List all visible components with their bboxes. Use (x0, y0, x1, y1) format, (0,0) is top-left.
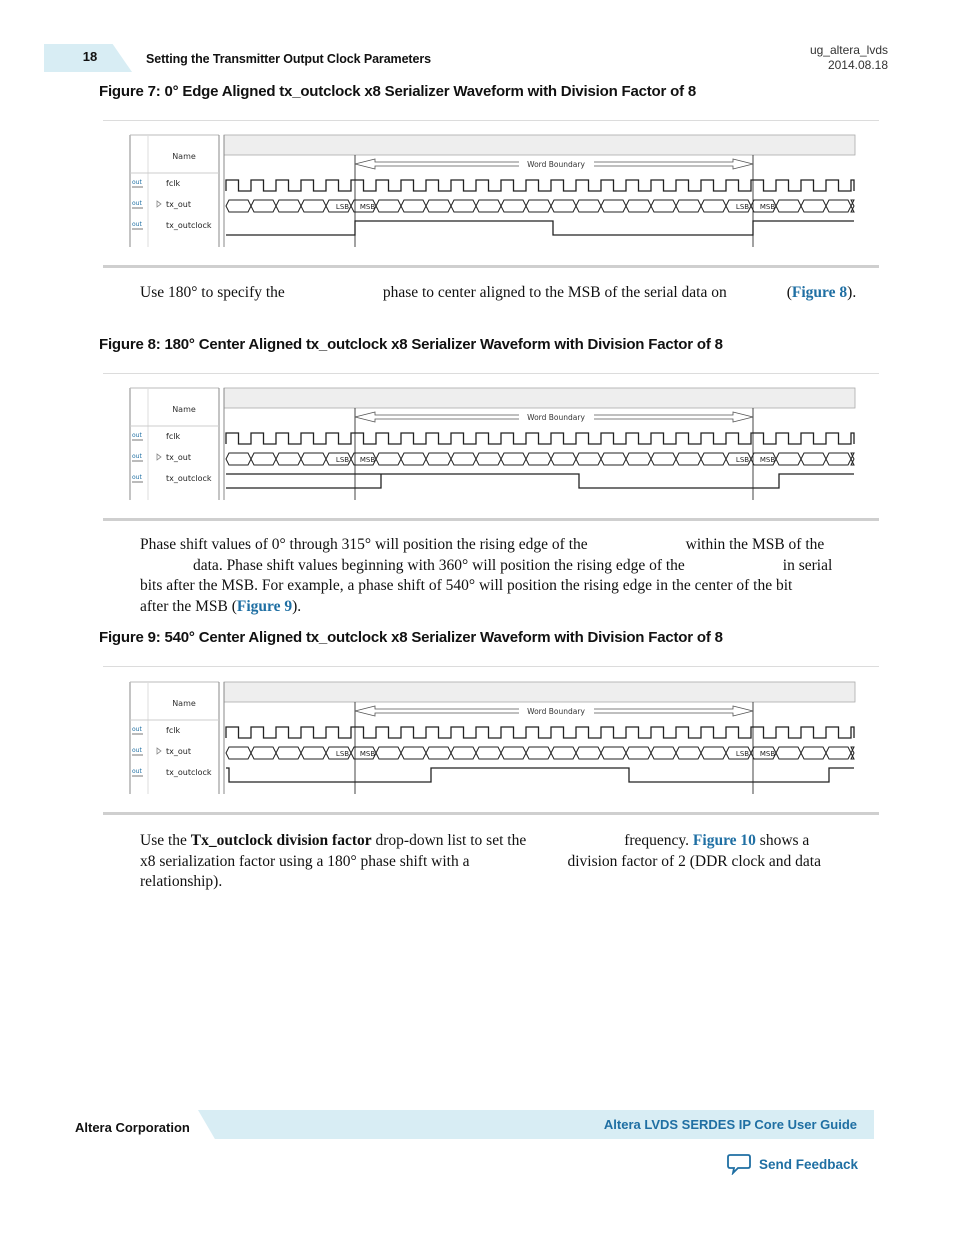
figure-9-bottom-rule (103, 812, 879, 815)
figure-7-waveform (129, 133, 857, 249)
word-boundary-arrow-left (355, 412, 519, 422)
msb-label-1: MSB (359, 750, 376, 758)
msb-label-2: MSB (759, 203, 776, 211)
tx-outclock-waveform (226, 221, 854, 235)
figure-7-top-rule (103, 120, 879, 121)
signal-name-fclk: fclk (166, 179, 181, 188)
word-boundary-arrow-right (594, 159, 753, 169)
signal-name-fclk: fclk (166, 726, 181, 735)
figure-9-title: Figure 9: 540° Center Aligned tx_outclock x8 Serializer Waveform with Division Factor of 8 (99, 629, 723, 646)
msb-label-1: MSB (359, 203, 376, 211)
figure-7-bottom-rule (103, 265, 879, 268)
output-port-icon: out (132, 453, 142, 460)
word-boundary-arrow-left (355, 706, 519, 716)
signal-name-tx_outclock: tx_outclock (166, 474, 212, 483)
doc-id: ug_altera_lvds (809, 43, 888, 57)
tx-outclock-waveform (226, 768, 854, 782)
word-boundary-arrow-right (594, 706, 753, 716)
output-port-icon: out (132, 474, 142, 481)
time-ruler (224, 135, 855, 155)
output-port-icon: out (132, 726, 142, 733)
tx-outclock-waveform (226, 474, 854, 488)
signal-name-tx_outclock: tx_outclock (166, 221, 212, 230)
ui-label-division-factor: Tx_outclock division factor (190, 832, 372, 849)
expand-triangle-icon (157, 201, 161, 207)
signal-name-tx_out: tx_out (166, 747, 191, 756)
signal-name-tx_outclock: tx_outclock (166, 768, 212, 777)
page-number: 18 (82, 49, 98, 64)
figure-9-link[interactable]: Figure 9 (236, 598, 293, 616)
paragraph-division-factor: Use the Tx_outclock division factor drop-down list to set the frequency. Figure 10 shows a x8 serialization factor using a 180° phase shift with a division factor of 2 (DDR clock and data relationship). (140, 832, 821, 891)
fclk-waveform (226, 433, 854, 444)
time-ruler (224, 682, 855, 702)
lsb-label-1: LSB (335, 456, 350, 464)
paragraph-180-phase: Use 180° to specify the phase to center aligned to the MSB of the serial data on (Figure 8). (140, 284, 857, 301)
expand-triangle-icon (157, 454, 161, 460)
word-boundary-label: Word Boundary (527, 160, 585, 169)
fclk-waveform (226, 727, 854, 738)
lsb-label-2: LSB (735, 203, 750, 211)
section-title: Setting the Transmitter Output Clock Parameters (146, 52, 431, 66)
fclk-waveform (226, 180, 854, 191)
expand-triangle-icon (157, 748, 161, 754)
figure-9-top-rule (103, 666, 879, 667)
output-port-icon: out (132, 768, 142, 775)
msb-label-1: MSB (359, 456, 376, 464)
lsb-label-2: LSB (735, 456, 750, 464)
doc-date: 2014.08.18 (827, 57, 888, 72)
output-port-icon: out (132, 747, 142, 754)
figure-8-top-rule (103, 373, 879, 374)
send-feedback-link[interactable] (727, 1153, 858, 1175)
name-column-header: Name (172, 699, 196, 708)
signal-name-tx_out: tx_out (166, 453, 191, 462)
name-column-header: Name (172, 405, 196, 414)
word-boundary-arrow-left (355, 159, 519, 169)
send-feedback-label: Send Feedback (759, 1156, 859, 1172)
output-port-icon: out (132, 221, 142, 228)
time-ruler (224, 388, 855, 408)
word-boundary-arrow-right (594, 412, 753, 422)
figure-8-bottom-rule (103, 518, 879, 521)
output-port-icon: out (132, 200, 142, 207)
output-port-icon: out (132, 432, 142, 439)
footer-company: Altera Corporation (75, 1120, 190, 1135)
word-boundary-label: Word Boundary (527, 413, 585, 422)
msb-label-2: MSB (759, 456, 776, 464)
doc-meta (810, 43, 888, 72)
feedback-bubble-icon (727, 1153, 751, 1175)
figure-8-title: Figure 8: 180° Center Aligned tx_outclock x8 Serializer Waveform with Division Factor of 8 (99, 336, 723, 353)
footer-guide-link[interactable]: Altera LVDS SERDES IP Core User Guide (603, 1117, 857, 1132)
figure-7-title: Figure 7: 0° Edge Aligned tx_outclock x8 Serializer Waveform with Division Factor of 8 (99, 83, 696, 100)
lsb-label-1: LSB (335, 750, 350, 758)
name-column-header: Name (172, 152, 196, 161)
signal-name-fclk: fclk (166, 432, 181, 441)
figure-8-link[interactable]: Figure 8 (791, 284, 848, 301)
msb-label-2: MSB (759, 750, 776, 758)
paragraph-phase-shift-values: Phase shift values of 0° through 315° will position the rising edge of the within the MSB of the data. Phase shift values beginning with 360° will position the rising edge of the in serial bits after the MSB. For example, a phase shift of 540° will position the rising edge in the center of the bit after the MSB (Figure 9). (140, 536, 833, 616)
lsb-label-2: LSB (735, 750, 750, 758)
figure-9-waveform (129, 680, 857, 796)
output-port-icon: out (132, 179, 142, 186)
figure-10-link[interactable]: Figure 10 (692, 832, 756, 849)
word-boundary-label: Word Boundary (527, 707, 585, 716)
signal-name-tx_out: tx_out (166, 200, 191, 209)
figure-8-waveform (129, 386, 857, 502)
lsb-label-1: LSB (335, 203, 350, 211)
